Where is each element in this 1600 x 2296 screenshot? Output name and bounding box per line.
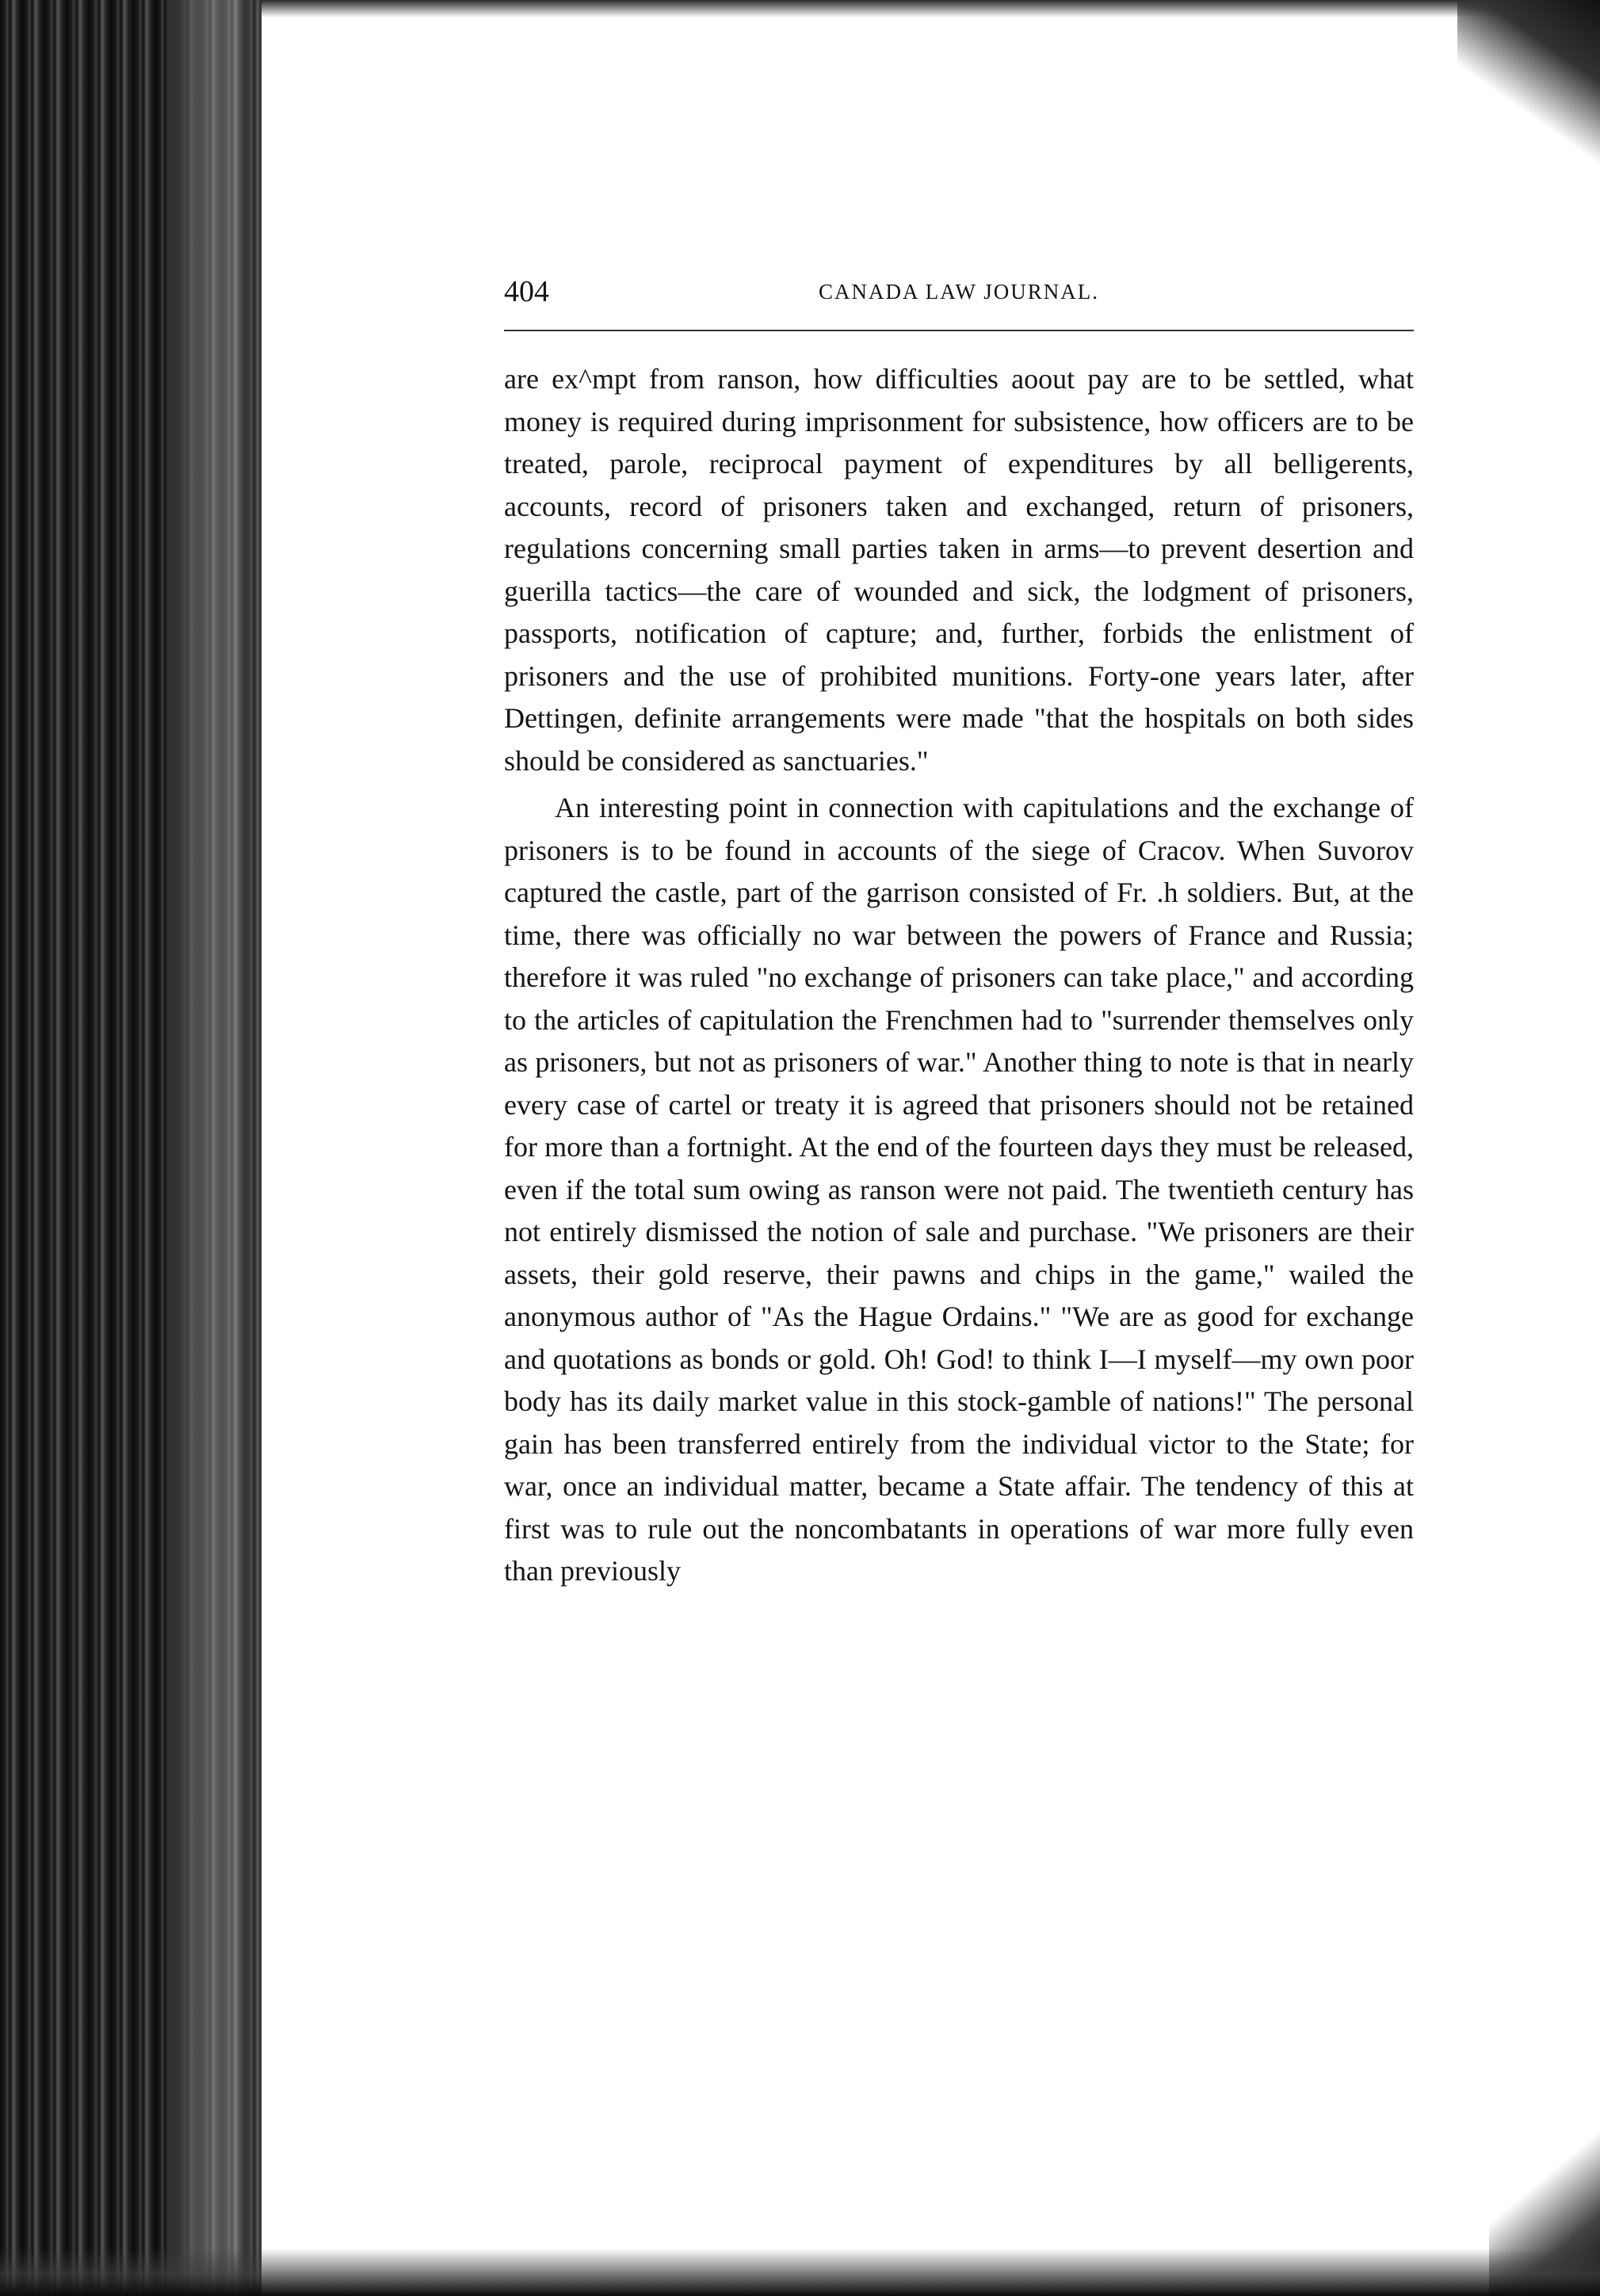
scan-binding-shadow (0, 0, 262, 2296)
page-number: 404 (504, 275, 549, 308)
scan-bottom-edge (0, 2248, 1600, 2296)
scan-corner-top-right (1457, 0, 1600, 174)
paragraph-1: are ex^mpt from ranson, how difficulties aoout pay are to be settled, what money is required during imprisonment for subsistence, how officers are to be treated, parole, reciprocal payment of expenditures by all belligerents, accounts, record of prisoners taken and exchanged, return of prisoners, regulations concerning small parties taken in arms—to prevent desertion and guerilla tactics—the care of wounded and sick, the lodgment of prisoners, passports, notification of capture; and, further, forbids the enlistment of prisoners and the use of prohibited munitions. Forty-one years later, after Dettingen, definite arrangements were made "that the hospitals on both sides should be considered as sanctuaries." (504, 363, 1414, 777)
running-head (504, 269, 1414, 314)
book-page (504, 269, 1414, 1598)
body-text (504, 358, 1414, 1593)
paragraph-2: An interesting point in connection with capitulations and the exchange of prisoners is to be found in accounts of the siege of Cracov. When Suvorov captured the castle, part of the garrison consisted of Fr. .h soldiers. But, at the time, there was officially no war between the powers of France and Russia; therefore it was ruled "no exchange of prisoners can take place," and according to the articles of capitulation the Frenchmen had to "surrender themselves only as prisoners, but not as prisoners of war." Another thing to note is that in nearly every case of cartel or treaty it is agreed that prisoners should not be retained for more than a fortnight. At the end of the fourteen days they must be released, even if the total sum owing as ranson were not paid. The twentieth century has not entirely dismissed the notion of sale and purchase. "We prisoners are their assets, their gold reserve, their pawns and chips in the game," wailed the anonymous author of "As the Hague Ordains." "We are as good for exchange and quotations as bonds or gold. Oh! God! to think I—I myself—my own poor body has its daily market value in this stock-gamble of nations!" The personal gain has been transferred entirely from the individual victor to the State; for war, once an individual matter, became a State affair. The tendency of this at first was to rule out the noncombatants in operations of war more fully even than previously (504, 792, 1414, 1587)
scan-top-edge (262, 0, 1600, 17)
journal-title: CANADA LAW JOURNAL. (818, 280, 1100, 304)
header-rule (504, 330, 1414, 331)
